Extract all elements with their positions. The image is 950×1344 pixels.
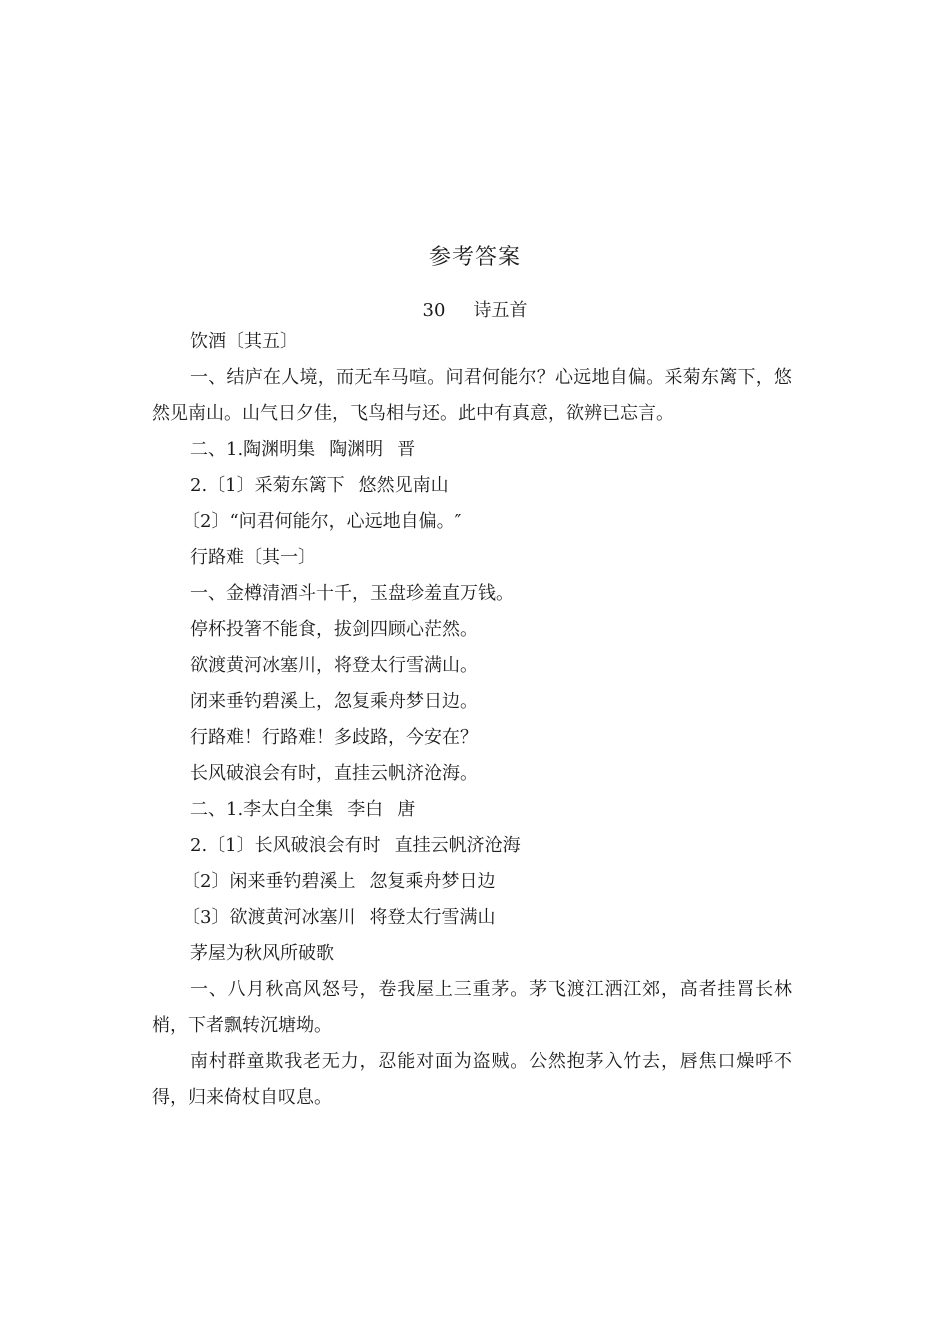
lesson-heading	[0, 296, 950, 322]
answer-line: 二、1.李太白全集 李白 唐	[190, 799, 416, 820]
poem-line: 停杯投箸不能食，拔剑四顾心茫然。	[190, 619, 478, 640]
answer-paragraph: 一、结庐在人境，而无车马喧。问君何能尔？心远地自偏。采菊东篱下，悠然见南山。山气日夕佳，飞鸟相与还。此中有真意，欲辨已忘言。	[152, 367, 792, 424]
section-heading: 饮酒〔其五〕	[190, 331, 298, 352]
answer-line: 2.〔1〕采菊东篱下 悠然见南山	[190, 475, 449, 496]
answer-line: 〔2〕闲来垂钓碧溪上 忽复乘舟梦日边	[182, 871, 496, 892]
poem-line: 欲渡黄河冰塞川，将登太行雪满山。	[190, 655, 478, 676]
lesson-number: 30	[422, 300, 446, 321]
answer-paragraph: 南村群童欺我老无力，忍能对面为盗贼。公然抱茅入竹去，唇焦口燥呼不得，归来倚杖自叹息。	[152, 1051, 792, 1108]
poem-line: 长风破浪会有时，直挂云帆济沧海。	[190, 763, 478, 784]
answer-line: 二、1.陶渊明集 陶渊明 晋	[190, 439, 416, 460]
page-title: 参考答案	[428, 245, 521, 270]
poem-line: 闭来垂钓碧溪上，忽复乘舟梦日边。	[190, 691, 478, 712]
answer-content	[152, 324, 792, 1116]
lesson-title: 诗五首	[473, 300, 528, 321]
poem-line: 行路难！行路难！多歧路，今安在？	[190, 727, 478, 748]
poem-line: 一、金樽清酒斗十千，玉盘珍羞直万钱。	[190, 583, 514, 604]
answer-paragraph: 一、八月秋高风怒号，卷我屋上三重茅。茅飞渡江洒江郊，高者挂罥长林梢，下者飘转沉塘坳。	[152, 979, 792, 1036]
answer-line: 2.〔1〕长风破浪会有时 直挂云帆济沧海	[190, 835, 521, 856]
answer-line: 〔2〕“问君何能尔，心远地自偏。″	[182, 511, 462, 532]
answer-line: 〔3〕欲渡黄河冰塞川 将登太行雪满山	[182, 907, 496, 928]
section-heading: 茅屋为秋风所破歌	[190, 943, 334, 964]
section-heading: 行路难〔其一〕	[190, 547, 316, 568]
